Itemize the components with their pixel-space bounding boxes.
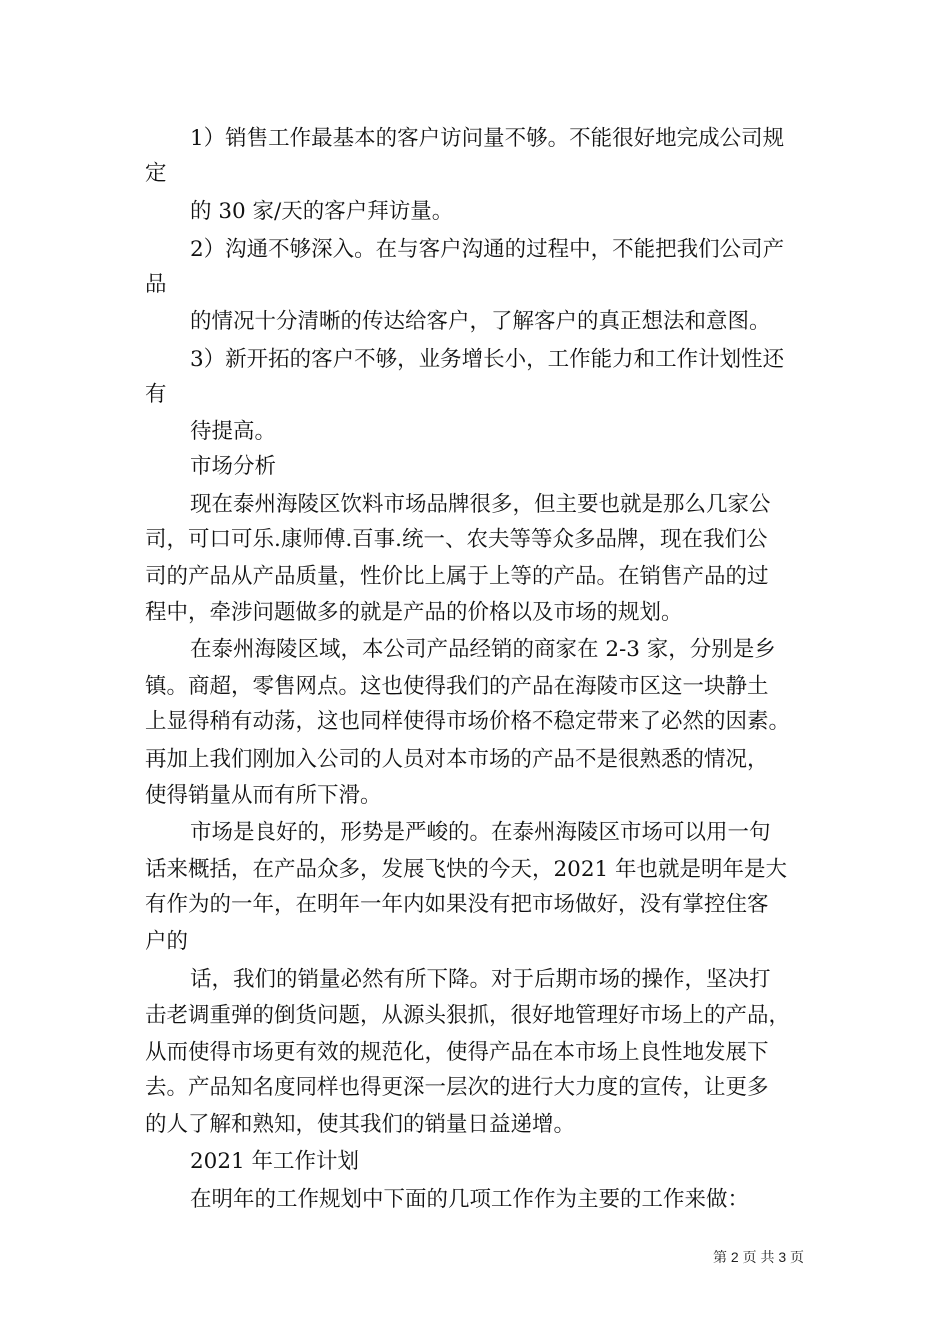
text-line: 司，可口可乐.康师傅.百事.统一、农夫等等众多品牌，现在我们公 [145,527,768,552]
text-line: 上显得稍有动荡，这也同样使得市场价格不稳定带来了必然的因素。 [145,709,791,734]
text-line: 2）沟通不够深入。在与客户沟通的过程中，不能把我们公司产 [190,237,785,262]
text-line: 2021 年工作计划 [190,1149,360,1174]
text-line: 在明年的工作规划中下面的几项工作作为主要的工作来做： [190,1187,750,1212]
text-line: 从而使得市场更有效的规范化，使得产品在本市场上良性地发展下 [145,1040,769,1065]
text-line: 现在泰州海陵区饮料市场品牌很多，但主要也就是那么几家公 [190,492,771,517]
text-line: 的情况十分清晰的传达给客户，了解客户的真正想法和意图。 [190,309,771,334]
text-line: 户的 [145,929,189,954]
text-line: 有 [145,382,167,407]
text-line: 使得销量从而有所下滑。 [145,783,382,808]
text-line: 话来概括，在产品众多，发展飞快的今天，2021 年也就是明年是大 [145,857,788,882]
text-line: 3）新开拓的客户不够，业务增长小，工作能力和工作计划性还 [190,347,785,372]
text-line: 在泰州海陵区域，本公司产品经销的商家在 2-3 家，分别是乡 [190,637,776,662]
text-line: 的 30 家/天的客户拜访量。 [190,199,454,224]
text-line: 有作为的一年，在明年一年内如果没有把市场做好，没有掌控住客 [145,892,769,917]
text-line: 去。产品知名度同样也得更深一层次的进行大力度的宣传，让更多 [145,1075,769,1100]
text-line: 击老调重弹的倒货问题，从源头狠抓，很好地管理好市场上的产品， [145,1003,791,1028]
text-line: 话，我们的销量必然有所下降。对于后期市场的操作，坚决打 [190,967,771,992]
text-line: 市场是良好的，形势是严峻的。在泰州海陵区市场可以用一句 [190,820,771,845]
page-number-footer: 第 2 页 共 3 页 [713,1249,805,1265]
text-line: 待提高。 [190,419,277,444]
text-line: 的人了解和熟知，使其我们的销量日益递增。 [145,1112,576,1137]
text-line: 司的产品从产品质量，性价比上属于上等的产品。在销售产品的过 [145,564,769,589]
text-line: 定 [145,161,167,186]
text-line: 镇。商超，零售网点。这也使得我们的产品在海陵市区这一块静土 [145,674,769,699]
text-line: 品 [145,272,167,297]
text-line: 程中，牵涉问题做多的就是产品的价格以及市场的规划。 [145,600,683,625]
text-line: 1）销售工作最基本的客户访问量不够。不能很好地完成公司规 [190,126,785,151]
text-line: 再加上我们刚加入公司的人员对本市场的产品不是很熟悉的情况， [145,747,769,772]
text-line: 市场分析 [190,454,277,479]
